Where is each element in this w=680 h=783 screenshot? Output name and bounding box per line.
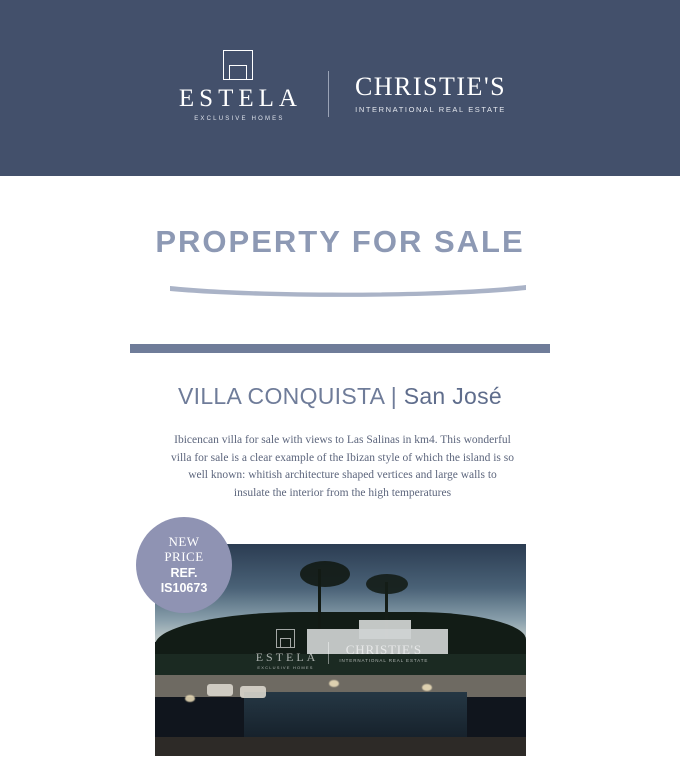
estela-logo[interactable]	[174, 50, 302, 122]
watermark-estela-word: ESTELA	[255, 649, 319, 664]
photo-lamp	[185, 695, 195, 702]
watermark-christies	[339, 643, 428, 663]
photo-pool	[244, 692, 467, 739]
photo-lamp-3	[422, 684, 432, 691]
listing-description: Ibicencan villa for sale with views to Las Salinas in km4. This wonderful villa for sale is a clear example of the Ibizan style of which the island is so well known: whitish architecture shaped vertices and large walls to insulate the interior from the high temperatures	[171, 434, 514, 499]
christies-tagline: INTERNATIONAL REAL ESTATE	[355, 105, 506, 114]
watermark-christies-word: CHRISTIE'S	[345, 642, 422, 658]
title-underline-swoosh	[168, 282, 528, 298]
brand-lockup	[0, 50, 680, 122]
page-title: PROPERTY FOR SALE	[155, 224, 525, 259]
badge-ref-value: IS10673	[160, 581, 208, 595]
listing-location: San José	[403, 383, 502, 409]
photo-deck	[155, 737, 526, 756]
listing-separator: |	[390, 383, 397, 409]
section-divider-bar	[130, 344, 550, 353]
christies-wordmark: CHRISTIE'S	[354, 72, 507, 101]
estela-wordmark: ESTELA	[178, 85, 302, 112]
photo-lounger	[207, 684, 233, 696]
photo-lounger-2	[240, 686, 266, 698]
logo-divider	[328, 71, 329, 117]
listing-heading	[0, 383, 680, 410]
photo-watermark	[155, 629, 526, 670]
badge-line-2: PRICE	[164, 549, 204, 564]
badge-ref-label: REF.	[170, 566, 198, 580]
watermark-christies-sub: INTERNATIONAL REAL ESTATE	[339, 658, 429, 664]
header-band	[0, 0, 680, 176]
palm-tree-icon	[300, 561, 350, 587]
estela-monogram-icon-watermark	[276, 629, 295, 648]
watermark-divider	[328, 642, 329, 664]
listing-name: VILLA CONQUISTA	[177, 383, 385, 409]
estela-tagline: EXCLUSIVE HOMES	[194, 116, 285, 122]
watermark-estela-sub: EXCLUSIVE HOMES	[257, 664, 314, 670]
estela-monogram-icon	[223, 50, 253, 80]
christies-logo[interactable]	[355, 74, 506, 114]
banner-area	[0, 176, 680, 326]
watermark-estela	[253, 629, 319, 670]
badge-line-1: NEW	[168, 534, 200, 549]
photo-lamp-2	[329, 680, 339, 687]
status-badge	[136, 517, 232, 613]
